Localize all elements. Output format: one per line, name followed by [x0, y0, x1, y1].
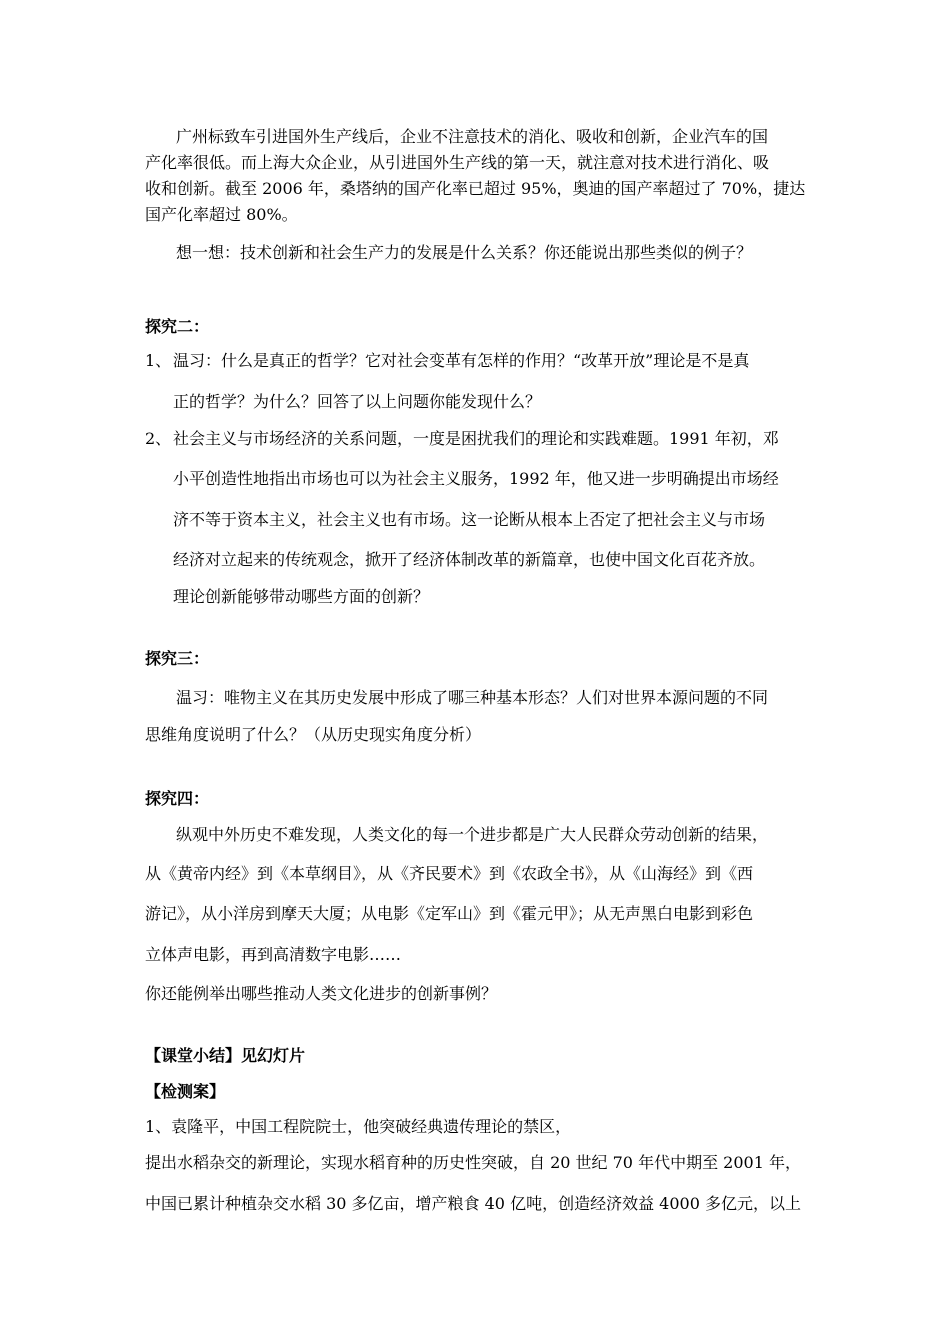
- test-heading: 【检测案】: [145, 1082, 226, 1101]
- explore2-heading: 探究二：: [145, 317, 210, 336]
- explore4-line-4: 立体声电影，再到高清数字电影……: [145, 945, 402, 964]
- explore4-heading: 探究四：: [145, 789, 210, 808]
- explore2-item1-line-2: 正的哲学？为什么？回答了以上问题你能发现什么？: [173, 392, 542, 411]
- explore2-item2-line-4: 经济对立起来的传统观念，掀开了经济体制改革的新篇章，也使中国文化百花齐放。: [173, 550, 766, 569]
- test-line-3: 中国已累计种植杂交水稻 30 多亿亩，增产粮食 40 亿吨，创造经济效益 4000 多亿元，以上: [145, 1194, 801, 1213]
- explore4-line-1: 纵观中外历史不难发现，人类文化的每一个进步都是广大人民群众劳动创新的结果，: [176, 825, 769, 844]
- explore3-line-2: 思维角度说明了什么？（从历史现实角度分析）: [145, 725, 482, 744]
- explore2-item2-line-5: 理论创新能够带动哪些方面的创新？: [173, 587, 430, 606]
- explore2-item1-line-1: 温习：什么是真正的哲学？它对社会变革有怎样的作用？“改革开放”理论是不是真: [173, 351, 750, 370]
- intro-line-1: 广州标致车引进国外生产线后，企业不注意技术的消化、吸收和创新，企业汽车的国: [176, 127, 769, 146]
- summary-heading: [145, 1046, 305, 1066]
- explore4-line-3: 游记》，从小洋房到摩天大厦；从电影《定军山》到《霍元甲》；从无声黑白电影到彩色: [145, 904, 754, 923]
- explore3-heading: 探究三：: [145, 649, 210, 668]
- intro-line-4: 国产化率超过 80%。: [145, 205, 298, 224]
- test-line-1: 1、袁隆平，中国工程院院士，他突破经典遗传理论的禁区，: [145, 1117, 572, 1136]
- explore2-item2-line-2: 小平创造性地指出市场也可以为社会主义服务，1992 年，他又进一步明确提出市场经: [173, 469, 779, 488]
- explore2-item2-line-1: 社会主义与市场经济的关系问题，一度是困扰我们的理论和实践难题。1991 年初，邓: [173, 429, 779, 448]
- explore4-line-2: 从《黄帝内经》到《本草纲目》，从《齐民要术》到《农政全书》，从《山海经》到《西: [145, 864, 754, 883]
- explore2-item2-line-3: 济不等于资本主义，社会主义也有市场。这一论断从根本上否定了把社会主义与市场: [173, 510, 766, 529]
- explore2-item1-number: 1、: [145, 351, 172, 370]
- summary-heading-label: 【课堂小结】: [145, 1046, 242, 1065]
- intro-line-2: 产化率很低。而上海大众企业，从引进国外生产线的第一天，就注意对技术进行消化、吸: [145, 153, 770, 172]
- explore2-item2-number: 2、: [145, 429, 172, 448]
- explore4-line-5: 你还能例举出哪些推动人类文化进步的创新事例？: [145, 984, 498, 1003]
- think-question: 想一想：技术创新和社会生产力的发展是什么关系？你还能说出那些类似的例子？: [176, 243, 753, 262]
- intro-line-3: 收和创新。截至 2006 年，桑塔纳的国产化率已超过 95%，奥迪的国产率超过了 70%，捷达: [145, 179, 806, 198]
- explore3-line-1: 温习：唯物主义在其历史发展中形成了哪三种基本形态？人们对世界本源问题的不同: [176, 688, 769, 707]
- test-line-2: 提出水稻杂交的新理论，实现水稻育种的历史性突破，自 20 世纪 70 年代中期至 2001 年，: [145, 1153, 801, 1172]
- summary-heading-text: 见幻灯片: [241, 1046, 306, 1065]
